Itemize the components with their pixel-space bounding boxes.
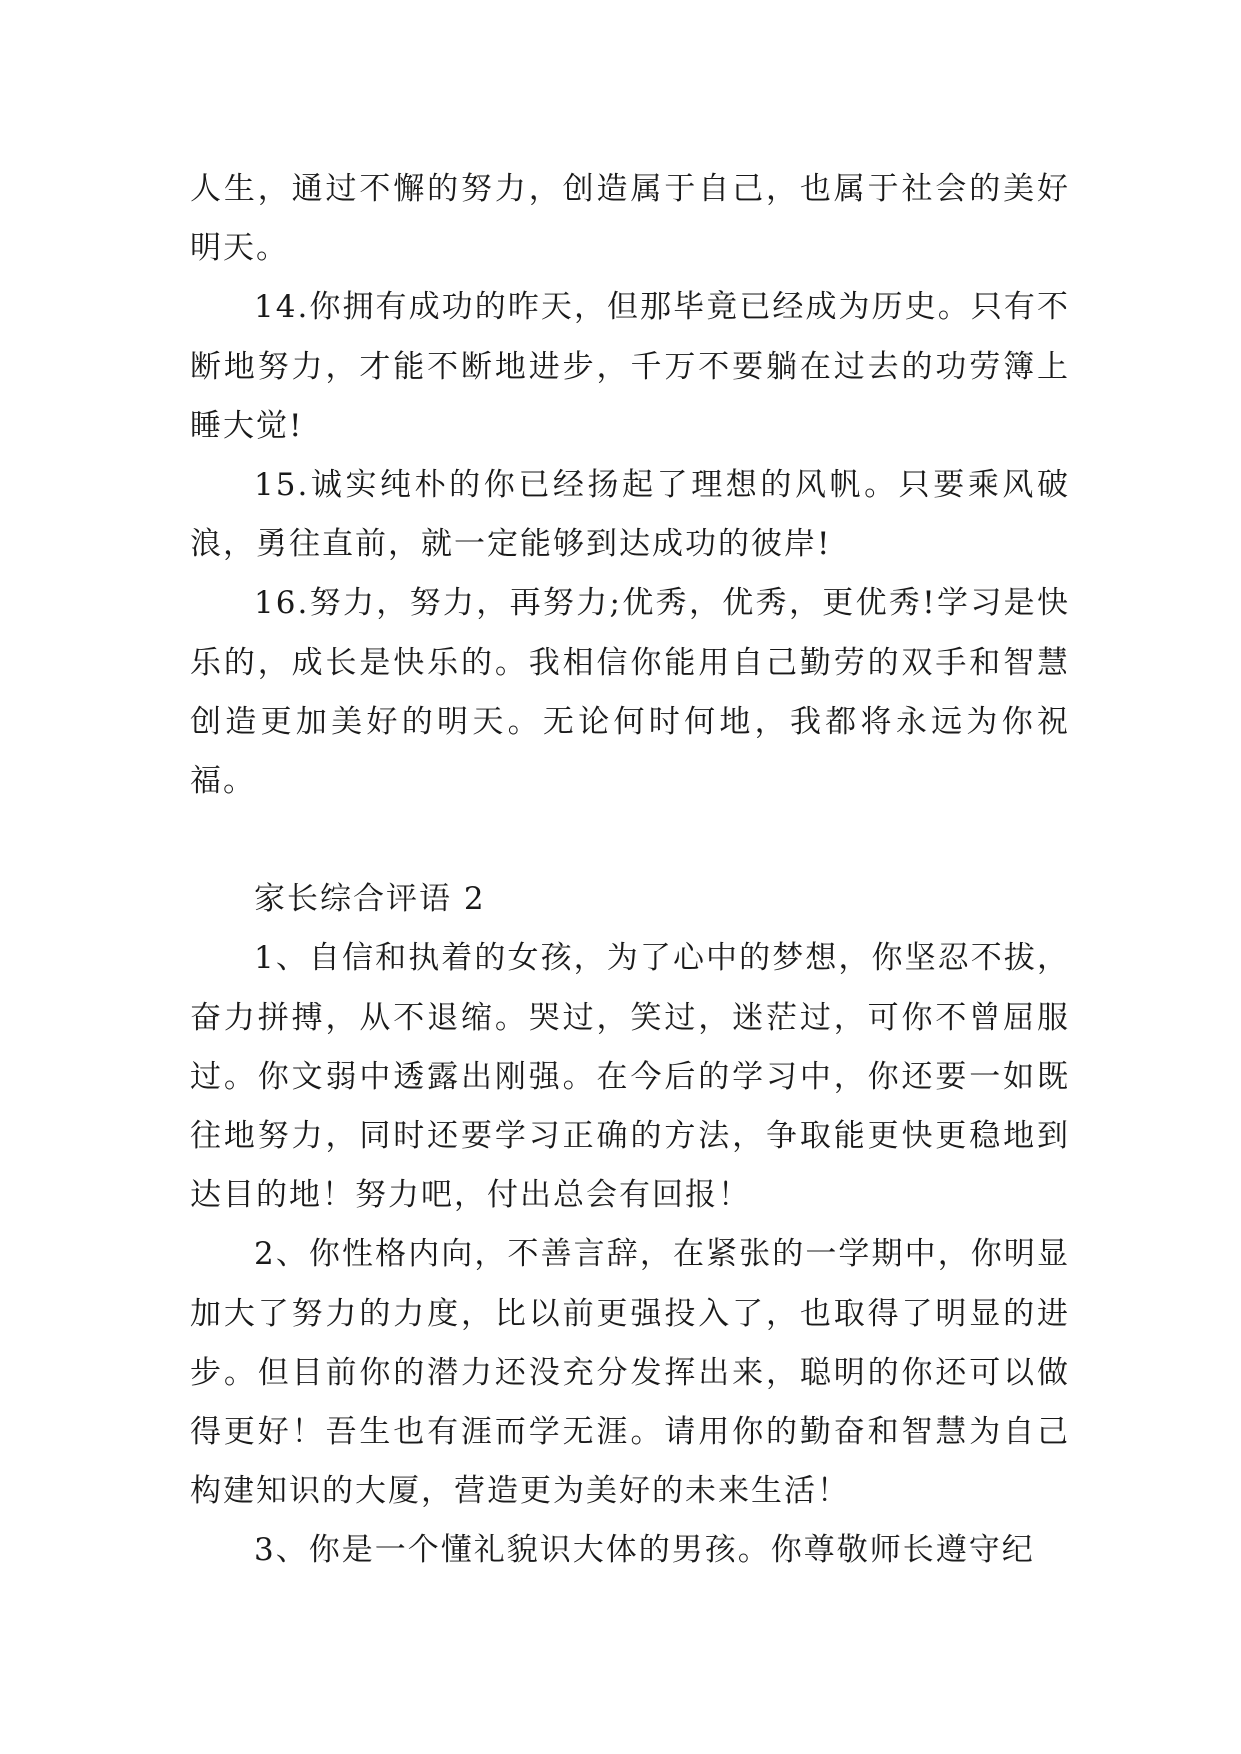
paragraph-item-3: 3、你是一个懂礼貌识大体的男孩。你尊敬师长遵守纪 xyxy=(254,1532,1035,1569)
section-heading: 家长综合评语 2 xyxy=(254,881,486,918)
paragraph-item-2: 2、你性格内向，不善言辞，在紧张的一学期中，你明显加大了努力的力度，比以前更强投入了，也取得了明显的进步。但目前你的潜力还没充分发挥出来，聪明的你还可以做得更好！吾生也有涯而学无涯。请用你的勤奋和智慧为自己构建知识的大厦，营造更为美好的未来生活！ xyxy=(190,1236,1070,1510)
paragraph-item-1: 1、自信和执着的女孩，为了心中的梦想，你坚忍不拔，奋力拼搏，从不退缩。哭过，笑过，迷茫过，可你不曾屈服过。你文弱中透露出刚强。在今后的学习中，你还要一如既往地努力，同时还要学习正确的方法，争取能更快更稳地到达目的地！努力吧，付出总会有回报！ xyxy=(190,940,1070,1214)
paragraph-item-14: 14.你拥有成功的昨天，但那毕竟已经成为历史。只有不断地努力，才能不断地进步，千万不要躺在过去的功劳簿上睡大觉! xyxy=(190,289,1070,444)
paragraph-item-16: 16.努力，努力，再努力;优秀，优秀，更优秀!学习是快乐的，成长是快乐的。我相信你能用自己勤劳的双手和智慧创造更加美好的明天。无论何时何地，我都将永远为你祝福。 xyxy=(190,585,1070,800)
paragraph-continuation: 人生，通过不懈的努力，创造属于自己，也属于社会的美好明天。 xyxy=(190,171,1070,267)
document-body xyxy=(190,160,1070,1581)
paragraph-item-15: 15.诚实纯朴的你已经扬起了理想的风帆。只要乘风破浪，勇往直前，就一定能够到达成功的彼岸! xyxy=(190,467,1070,563)
